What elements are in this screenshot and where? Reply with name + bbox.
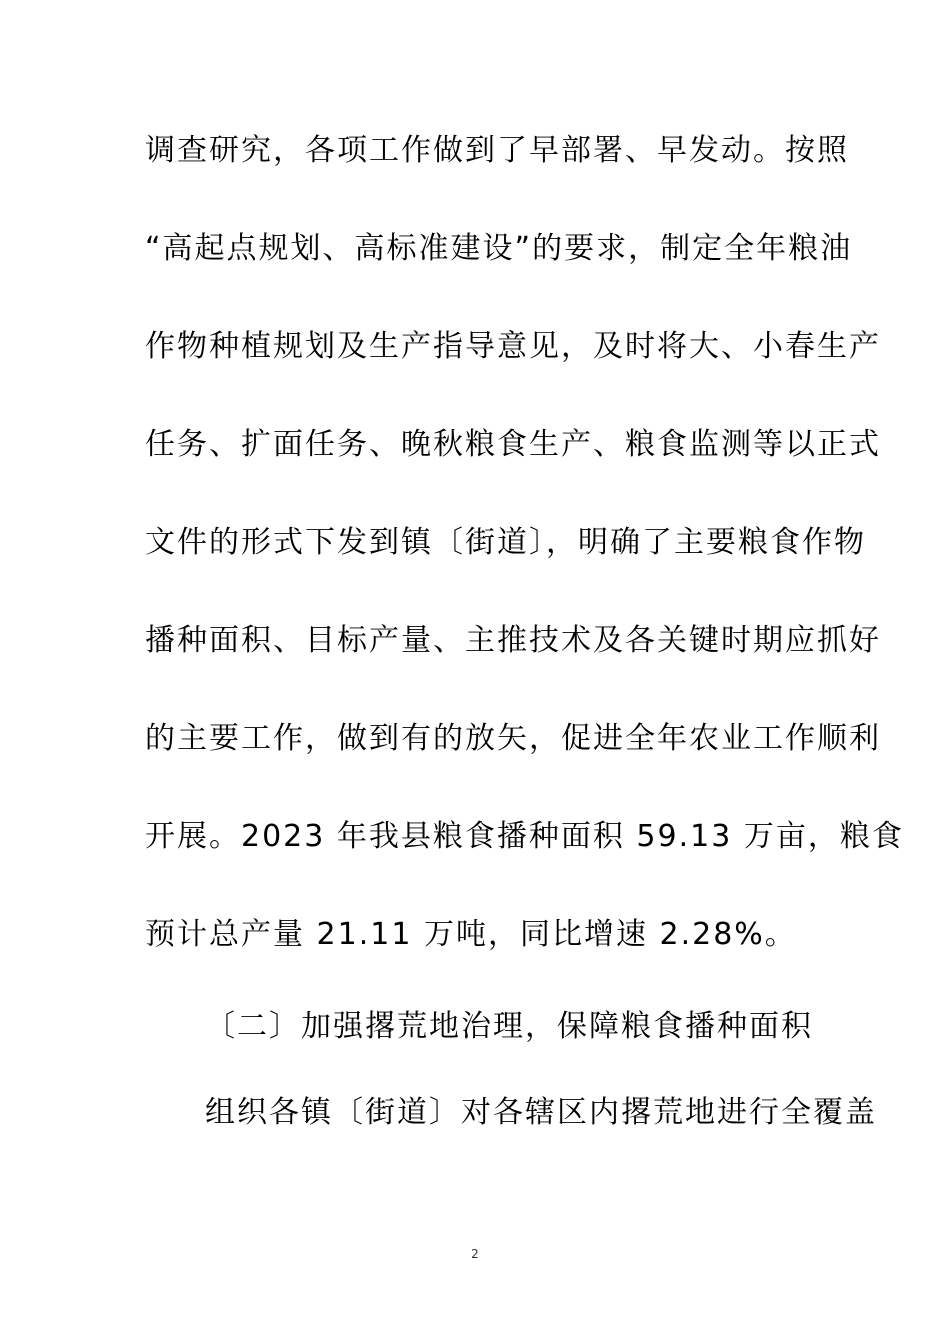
body-line: “高起点规划、高标准建设”的要求，制定全年粮油 (145, 231, 853, 266)
body-line-last: 预计总产量 21.11 万吨，同比增速 2.28%。 (145, 917, 797, 952)
body-line: 开展。2023 年我县粮食播种面积 59.13 万亩，粮食 (145, 819, 904, 854)
body-line: 文件的形式下发到镇〔街道〕，明确了主要粮食作物 (145, 525, 866, 560)
section-heading: 〔二〕加强撂荒地治理，保障粮食播种面积 (205, 1009, 813, 1044)
page-number: 2 (471, 1247, 479, 1261)
body-line: 调查研究，各项工作做到了早部署、早发动。按照 (145, 133, 849, 168)
body-line: 作物种植规划及生产指导意见，及时将大、小春生产 (145, 329, 881, 364)
body-line: 的主要工作，做到有的放矢，促进全年农业工作顺利 (145, 721, 881, 756)
paragraph-first-line: 组织各镇〔街道〕对各辖区内撂荒地进行全覆盖 (205, 1095, 877, 1130)
body-line: 任务、扩面任务、晚秋粮食生产、粮食监测等以正式 (145, 427, 881, 462)
body-line: 播种面积、目标产量、主推技术及各关键时期应抓好 (145, 623, 881, 658)
